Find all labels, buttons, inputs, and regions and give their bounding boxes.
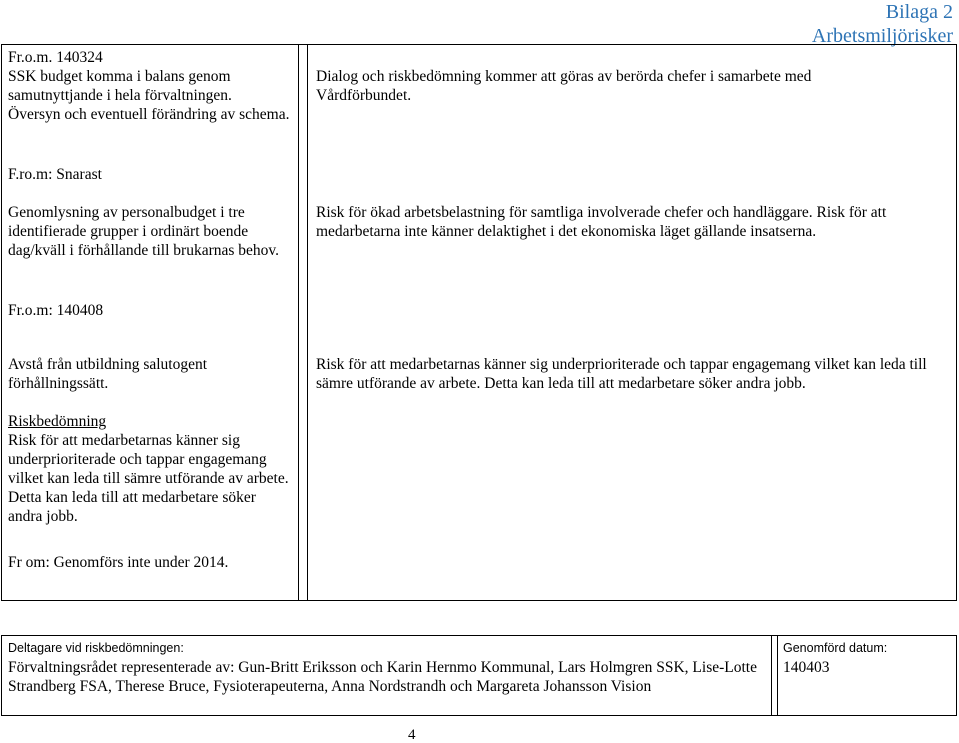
document-header <box>812 0 953 48</box>
row1-risk: Dialog och riskbedömning kommer att göras av berörda chefer i samarbete med Vårdförbundet. <box>316 68 812 104</box>
risk-table <box>1 44 957 601</box>
date-label: Genomförd datum: <box>783 641 888 655</box>
column-divider <box>298 45 308 600</box>
row2-date: F.ro.m: Snarast <box>8 166 102 183</box>
appendix-label: Bilaga 2 <box>885 1 953 23</box>
row1-measure-text-2: Översyn och eventuell förändring av schema. <box>8 106 290 123</box>
document-title: Arbetsmiljörisker <box>811 25 953 47</box>
participants-cell <box>2 636 772 715</box>
row3-risk-detail: Risk för att medarbetarnas känner sig underprioriterade och tappar engagemang vilket kan leda till sämre utförande av arbete. Detta kan leda till att medarbetare söker andra jobb. <box>8 432 289 525</box>
row3-risk: Risk för att medarbetarnas känner sig underprioriterade och tappar engagemang vilket kan leda till sämre utförande av arbete. Detta kan leda till att medarbetare söker andra jobb. <box>316 356 927 392</box>
row1-measure-text: SSK budget komma i balans genom samutnyttjande i hela förvaltningen. <box>8 68 232 104</box>
row3-risk-heading: Riskbedömning <box>8 413 107 430</box>
participants-text: Förvaltningsrådet representerade av: Gun-Britt Eriksson och Karin Hernmo Kommunal, Lars Holmgren SSK, Lise-Lotte Strandberg FSA, Therese Bruce, Fysioterapeuterna, Anna Nordstrandh och Margareta Johansson Vision <box>8 659 757 695</box>
row1-measure <box>8 48 290 124</box>
row3-date: Fr.o.m: 140408 <box>8 302 104 319</box>
row2-measure: Genomlysning av personalbudget i tre identifierade grupper i ordinärt boende dag/kväll i förhållande till brukarnas behov. <box>8 204 280 259</box>
page-number: 4 <box>408 727 416 743</box>
date-cell <box>778 636 956 715</box>
row3-footer: Fr om: Genomförs inte under 2014. <box>8 554 229 571</box>
measures-column <box>2 45 298 600</box>
row2-risk: Risk för ökad arbetsbelastning för samtliga involverade chefer och handläggare. Risk för att medarbetarna inte känner delaktighet i det ekonomiska läget gällande insatserna. <box>316 204 887 240</box>
row3-measure-text: Avstå från utbildning salutogent förhållningssätt. <box>8 356 208 392</box>
row1-date: Fr.o.m. 140324 <box>8 49 103 66</box>
date-value: 140403 <box>783 659 830 676</box>
participants-table <box>1 635 957 716</box>
participants-label: Deltagare vid riskbedömningen: <box>8 641 184 655</box>
row3-measure <box>8 355 290 526</box>
risks-column <box>308 45 956 600</box>
